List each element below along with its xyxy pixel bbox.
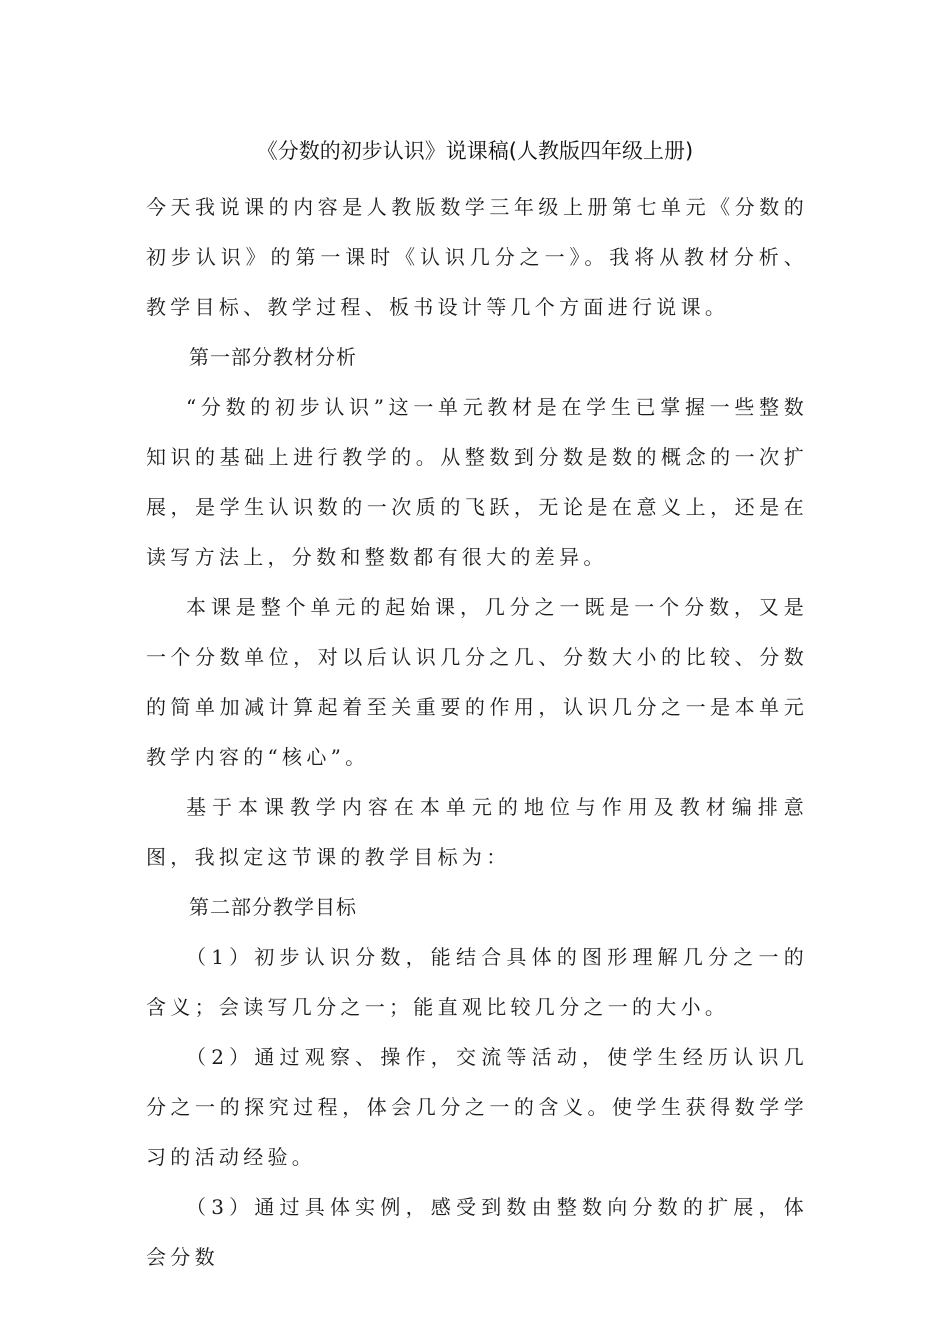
goal-item-2: （2）通过观察、操作，交流等活动，使学生经历认识几分之一的探究过程，体会几分之一的含义。使学生获得数学学习的活动经验。 bbox=[146, 1045, 808, 1169]
body-paragraph: 本课是整个单元的起始课，几分之一既是一个分数，又是一个分数单位，对以后认识几分之几、分数大小的比较、分数的简单加减计算起着至关重要的作用，认识几分之一是本单元教学内容的“核心”。 bbox=[146, 595, 808, 769]
goal-item-1: （1）初步认识分数，能结合具体的图形理解几分之一的含义；会读写几分之一；能直观比较几分之一的大小。 bbox=[146, 945, 808, 1019]
section-heading-teaching-goals: 第二部分教学目标 bbox=[189, 895, 357, 919]
document-body bbox=[146, 182, 808, 1282]
body-paragraph: 基于本课教学内容在本单元的地位与作用及教材编排意图，我拟定这节课的教学目标为： bbox=[146, 795, 808, 869]
body-paragraph: “分数的初步认识”这一单元教材是在学生已掌握一些整数知识的基础上进行教学的。从整数到分数是数的概念的一次扩展，是学生认识数的一次质的飞跃，无论是在意义上，还是在读写方法上，分数和整数都有很大的差异。 bbox=[146, 395, 808, 569]
goal-item-3: （3）通过具体实例，感受到数由整数向分数的扩展，体会分数 bbox=[146, 1195, 808, 1269]
intro-paragraph: 今天我说课的内容是人教版数学三年级上册第七单元《分数的初步认识》的第一课时《认识几分之一》。我将从教材分析、教学目标、教学过程、板书设计等几个方面进行说课。 bbox=[146, 195, 808, 319]
section-heading-material-analysis: 第一部分教材分析 bbox=[189, 345, 357, 369]
document-title: 《分数的初步认识》说课稿(人教版四年级上册) bbox=[256, 139, 694, 163]
